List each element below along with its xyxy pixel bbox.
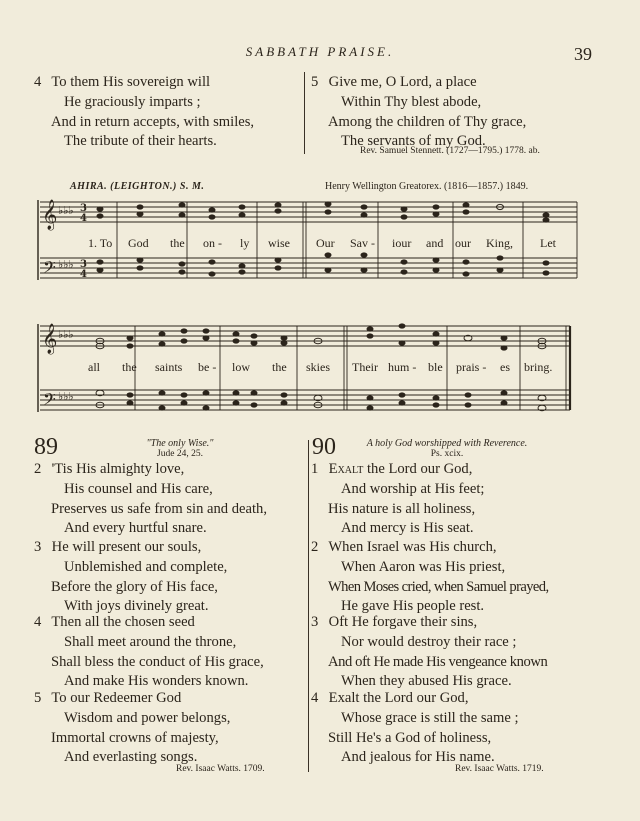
verse-line: the Lord our God, <box>363 461 473 477</box>
verse-line: Whose grace is still the same ; <box>341 709 519 726</box>
verse-line: To them His sovereign will <box>51 74 211 90</box>
lyric-syllable: God <box>128 236 149 250</box>
bass-clef-icon: 𝄢 <box>43 257 56 281</box>
verse-line: 'Tis His almighty love, <box>51 461 185 477</box>
flat-sign-icon: ♭♭♭ <box>58 390 74 403</box>
lyric-syllable: the <box>122 360 137 374</box>
treble-clef-icon: 𝄞 <box>42 324 58 354</box>
time-signature: 4 <box>80 213 87 224</box>
lyric-syllable: hum - <box>388 360 417 374</box>
lyric-syllable: ble <box>428 360 443 374</box>
lyric-syllable: prais - <box>456 360 487 374</box>
verse-line: His counsel and His care, <box>64 480 213 497</box>
verse-line: Preserves us safe from sin and death, <box>51 500 268 517</box>
lyric-syllable: and <box>426 236 444 250</box>
stanza-number: 2 <box>34 461 42 477</box>
stanza-number: 4 <box>34 614 42 630</box>
verse-line: And everlasting songs. <box>64 749 198 766</box>
verse-line: And in return accepts, with smiles, <box>51 113 255 130</box>
time-signature: 4 <box>80 269 87 280</box>
time-signature: 3 <box>80 259 87 270</box>
verse-line: With joys divinely great. <box>64 598 209 615</box>
page-number: 39 <box>574 44 592 64</box>
prev-hymn-attribution: Rev. Samuel Stennett. (1727—1795.) 1778. ab. <box>360 146 540 156</box>
hymn89-stanza-2 <box>34 460 267 539</box>
stanza-number: 4 <box>34 74 42 90</box>
lyric-syllable: our <box>455 236 471 250</box>
stanza-number: 1 <box>311 461 319 477</box>
verse-line: When they abused His grace. <box>341 673 512 690</box>
lyric-syllable: all <box>88 360 100 374</box>
hymn89-stanza-3 <box>34 538 227 617</box>
stanza-number: 3 <box>311 614 319 630</box>
hymn90-stanza-4 <box>311 689 519 768</box>
lyric-syllable: the <box>272 360 287 374</box>
verse-line: To our Redeemer God <box>51 690 182 706</box>
verse-line: The servants of my God. <box>341 133 486 150</box>
lyric-syllable: on - <box>203 236 222 250</box>
hymn90-stanza-1 <box>311 460 484 539</box>
hymn90-stanza-2 <box>311 538 549 617</box>
lyric-syllable: saints <box>155 360 183 374</box>
verse-line: Still He's a God of holiness, <box>328 729 492 746</box>
time-signature: 3 <box>80 203 87 214</box>
tune-name: AHIRA. (LEIGHTON.) S. M. <box>70 181 205 192</box>
verse-line: Oft He forgave their sins, <box>328 614 478 630</box>
verse-line: And mercy is His seat. <box>341 520 474 537</box>
lyric-syllable: wise <box>268 236 290 250</box>
flat-sign-icon: ♭♭♭ <box>58 204 74 217</box>
stanza-number: 2 <box>311 539 319 555</box>
hymn89-attribution: Rev. Isaac Watts. 1709. <box>176 764 265 774</box>
column-divider <box>308 440 309 772</box>
scripture-reference: Ps. xcix. <box>430 449 464 459</box>
lyric-syllable: Let <box>540 236 556 250</box>
lyric-syllable: bring. <box>524 360 553 374</box>
stanza-number: 3 <box>34 539 42 555</box>
staff-lines-2b <box>40 390 570 410</box>
staff-lines-2t <box>40 326 570 346</box>
lyric-syllable: skies <box>306 360 330 374</box>
running-header: SABBATH PRAISE. <box>245 44 395 59</box>
verse-line: When Israel was His church, <box>328 539 497 555</box>
lyric-syllable: the <box>170 236 185 250</box>
hymn90-stanza-3 <box>311 613 547 692</box>
verse-line: Among the children of Thy grace, <box>328 113 527 130</box>
hymn-subtitle: "The only Wise." <box>146 438 214 449</box>
verse-line: And worship at His feet; <box>341 480 485 497</box>
hymn-subtitle: A holy God worshipped with Reverence. <box>366 438 528 449</box>
first-word: Exalt <box>328 461 364 477</box>
stanza-number: 5 <box>311 74 319 90</box>
verse-line: Immortal crowns of majesty, <box>51 729 219 746</box>
verse-line: And every hurtful snare. <box>64 520 207 537</box>
hymn90-attribution: Rev. Isaac Watts. 1719. <box>455 764 544 774</box>
verse-line: When Moses cried, when Samuel prayed, <box>328 578 549 595</box>
verse-line: Shall bless the conduct of His grace, <box>51 653 264 670</box>
verse-line: And oft He made His vengeance known <box>328 653 548 670</box>
verse-line: And make His wonders known. <box>64 673 249 690</box>
scripture-reference: Jude 24, 25. <box>157 449 203 459</box>
lyric-syllable: 1. To <box>88 236 113 250</box>
verse-line: Unblemished and complete, <box>64 558 228 575</box>
verse-line: Wisdom and power belongs, <box>64 709 231 726</box>
lyric-syllable: be - <box>198 360 217 374</box>
bass-clef-icon: 𝄢 <box>43 389 56 413</box>
lyric-syllable: ly <box>240 236 250 250</box>
verse-line: Within Thy blest abode, <box>341 93 482 110</box>
hymn-number: 90 <box>312 434 336 460</box>
flat-sign-icon: ♭♭♭ <box>58 258 74 271</box>
verse-line: He will present our souls, <box>51 539 202 555</box>
lyric-syllable: Sav - <box>350 236 375 250</box>
stanza-number: 5 <box>34 690 42 706</box>
lyric-syllable: es <box>500 360 510 374</box>
lyric-syllable: iour <box>392 236 412 250</box>
tune-composer: Henry Wellington Greatorex. (1816—1857.) 1849. <box>325 181 529 192</box>
verse-line: Then all the chosen seed <box>51 614 195 630</box>
flat-sign-icon: ♭♭♭ <box>58 328 74 341</box>
lyric-syllable: Our <box>316 236 335 250</box>
verse-line: His nature is all holiness, <box>328 500 476 517</box>
treble-clef-icon: 𝄞 <box>42 200 58 230</box>
lyric-syllable: King, <box>486 236 513 250</box>
staff-lines-1b <box>40 258 577 278</box>
verse-line: He graciously imparts ; <box>64 93 201 110</box>
verse-line: He gave His people rest. <box>341 598 485 615</box>
lyric-syllable: Their <box>352 360 378 374</box>
lyric-syllable: low <box>232 360 250 374</box>
verse-line: The tribute of their hearts. <box>64 133 217 150</box>
hymn89-stanza-4 <box>34 613 264 692</box>
hymn-number: 89 <box>34 434 58 460</box>
stanza-number: 4 <box>311 690 319 706</box>
verse-line: Give me, O Lord, a place <box>328 74 477 90</box>
verse-line: When Aaron was His priest, <box>341 558 506 575</box>
verse-line: Before the glory of His face, <box>51 578 218 595</box>
verse-line: And jealous for His name. <box>341 749 495 766</box>
hymn89-stanza-5 <box>34 689 230 768</box>
verse-line: Shall meet around the throne, <box>64 633 237 650</box>
verse-line: Nor would destroy their race ; <box>341 633 517 650</box>
verse-line: Exalt the Lord our God, <box>328 690 469 706</box>
staff-lines-1t <box>40 202 577 222</box>
